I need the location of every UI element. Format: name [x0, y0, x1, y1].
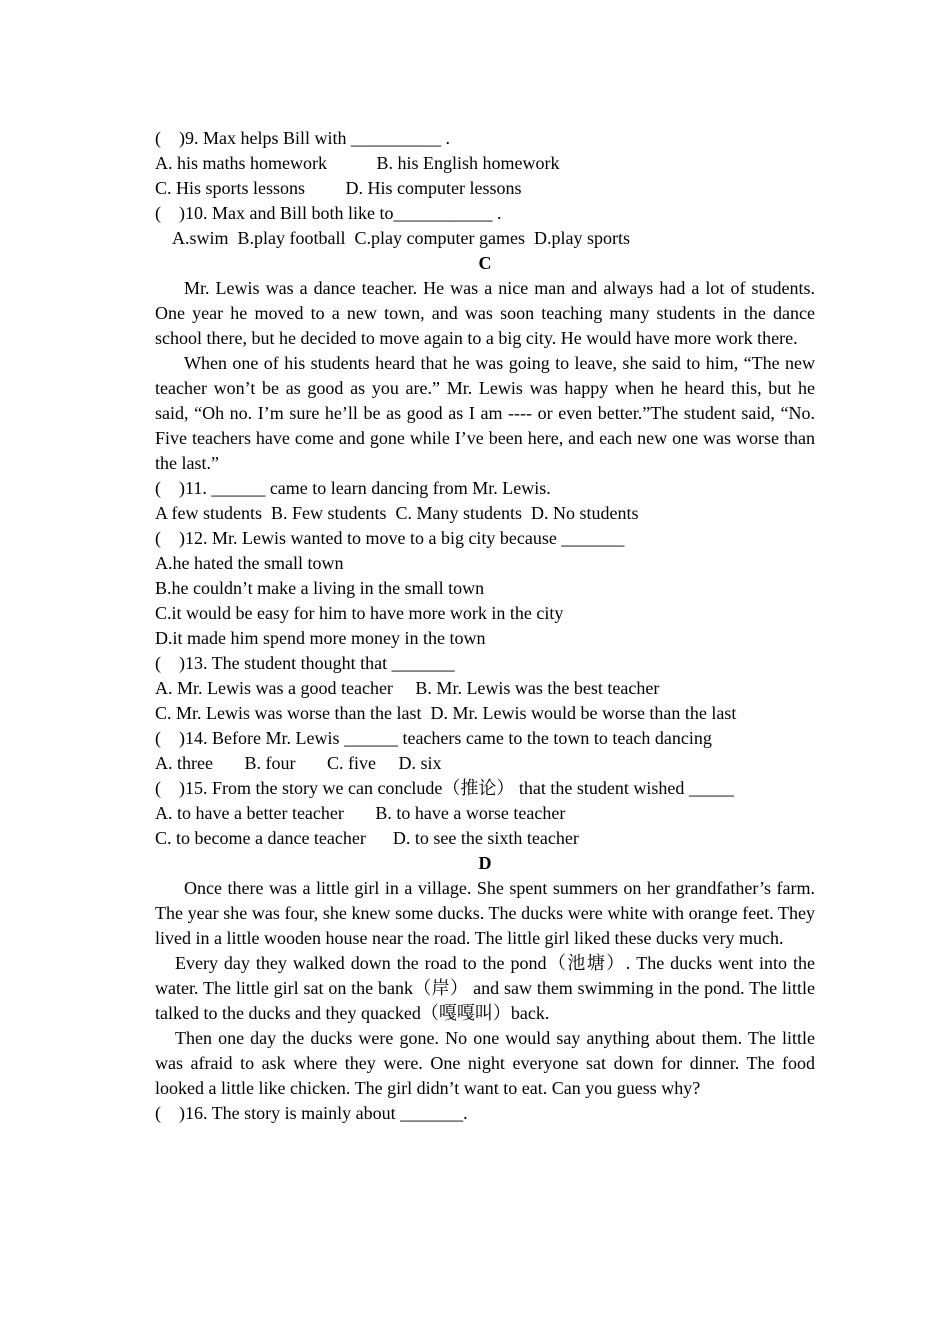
question-10: ( )10. Max and Bill both like to___________ . [155, 203, 502, 223]
question-11-options: A few students B. Few students C. Many students D. No students [155, 503, 639, 523]
question-10-options: A.swim B.play football C.play computer games D.play sports [155, 228, 630, 248]
section-c-heading: C [478, 253, 492, 273]
question-16: ( )16. The story is mainly about _______. [155, 1103, 468, 1123]
question-12-option-a: A.he hated the small town [155, 553, 344, 573]
question-12-option-c: C.it would be easy for him to have more work in the city [155, 603, 564, 623]
question-12: ( )12. Mr. Lewis wanted to move to a big city because _______ [155, 528, 625, 548]
question-11: ( )11. ______ came to learn dancing from Mr. Lewis. [155, 478, 551, 498]
question-13: ( )13. The student thought that _______ [155, 653, 455, 673]
question-15-options-ab: A. to have a better teacher B. to have a worse teacher [155, 803, 566, 823]
question-9-options-cd: C. His sports lessons D. His computer lessons [155, 178, 522, 198]
exam-page [155, 126, 815, 1126]
question-9: ( )9. Max helps Bill with __________ . [155, 128, 450, 148]
question-13-options-cd: C. Mr. Lewis was worse than the last D. Mr. Lewis would be worse than the last [155, 703, 737, 723]
section-c-paragraph-1: Mr. Lewis was a dance teacher. He was a nice man and always had a lot of students. One year he moved to a new town, and was soon teaching many students in the dance school there, but he decided to move again to a big city. He would have more work there. [155, 278, 815, 348]
section-c-paragraph-2: When one of his students heard that he was going to leave, she said to him, “The new teacher won’t be as good as you are.” Mr. Lewis was happy when he heard this, but he said, “Oh no. I’m sure he’ll be as good as I am ---- or even better.”The student said, “No. Five teachers have come and gone while I’ve been here, and each new one was worse than the last.” [155, 353, 815, 473]
question-14-options: A. three B. four C. five D. six [155, 753, 442, 773]
question-9-options-ab: A. his maths homework B. his English homework [155, 153, 560, 173]
section-d-heading: D [478, 853, 492, 873]
question-15: ( )15. From the story we can conclude（推论） that the student wished _____ [155, 778, 734, 798]
question-14: ( )14. Before Mr. Lewis ______ teachers came to the town to teach dancing [155, 728, 712, 748]
section-d-paragraph-2: Every day they walked down the road to the pond（池塘）. The ducks went into the water. The little girl sat on the bank（岸） and saw them swimming in the pond. The little talked to the ducks and they quacked（嘎嘎叫）back. [155, 953, 815, 1023]
section-d-paragraph-1: Once there was a little girl in a village. She spent summers on her grandfather’s farm. The year she was four, she knew some ducks. The ducks were white with orange feet. They lived in a little wooden house near the road. The little girl liked these ducks very much. [155, 878, 815, 948]
question-12-option-b: B.he couldn’t make a living in the small town [155, 578, 485, 598]
question-15-options-cd: C. to become a dance teacher D. to see the sixth teacher [155, 828, 579, 848]
section-d-paragraph-3: Then one day the ducks were gone. No one would say anything about them. The little was afraid to ask where they were. One night everyone sat down for dinner. The food looked a little like chicken. The girl didn’t want to eat. Can you guess why? [155, 1028, 815, 1098]
question-12-option-d: D.it made him spend more money in the town [155, 628, 486, 648]
question-13-options-ab: A. Mr. Lewis was a good teacher B. Mr. Lewis was the best teacher [155, 678, 660, 698]
